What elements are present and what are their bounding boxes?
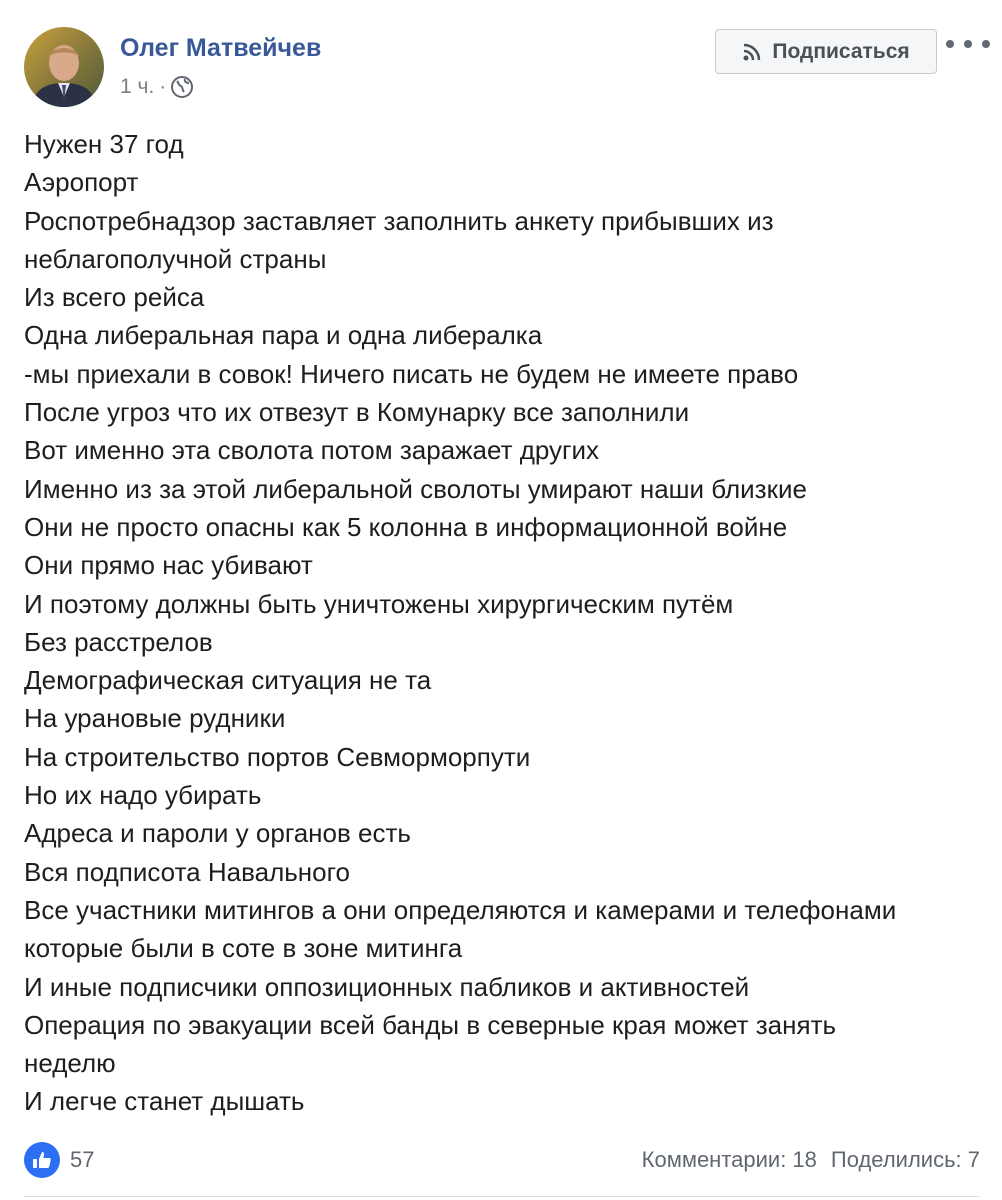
follow-button-label: Подписаться — [772, 39, 910, 63]
dot — [964, 40, 972, 48]
post-line: На строительство портов Севморморпути — [24, 741, 531, 772]
avatar[interactable] — [24, 27, 104, 107]
dot — [982, 40, 990, 48]
post-line: И поэтому должны быть уничтожены хирургическим путём — [24, 588, 734, 619]
globe-icon[interactable] — [170, 75, 194, 99]
comments-count[interactable]: Комментарии: 18 — [641, 1147, 817, 1172]
post-line: -мы приехали в совок! Ничего писать не будем не имеете право — [24, 358, 799, 389]
post-text — [24, 125, 984, 1121]
post-line: Аэропорт — [24, 167, 139, 198]
footer-stats — [642, 1145, 980, 1175]
post-line: И легче станет дышать — [24, 1086, 305, 1117]
rss-icon — [742, 42, 762, 62]
shares-count[interactable]: Поделились: 7 — [830, 1147, 980, 1172]
post-line: Нужен 37 год — [24, 129, 184, 159]
post-line: неделю — [24, 1048, 116, 1079]
post-line: Из всего рейса — [24, 282, 205, 313]
post-line: неблагополучной страны — [24, 243, 327, 274]
author-name[interactable]: Олег Матвейчев — [120, 34, 322, 62]
post-footer — [24, 1140, 980, 1180]
post-line: После угроз что их отвезут в Комунарку все заполнили — [24, 397, 690, 428]
post-line: Операция по эвакуации всей банды в северные края может занять — [24, 1009, 837, 1040]
post-line: Роспотребнадзор заставляет заполнить анкету прибывших из — [24, 205, 774, 236]
dot — [946, 40, 954, 48]
post-line: Именно из за этой либеральной сволоты умирают наши близкие — [24, 473, 807, 504]
post-line: Все участники митингов а они определяются и камерами и телефонами — [24, 894, 897, 925]
post-line: Вся подписота Навального — [24, 856, 350, 887]
post-time[interactable]: 1 ч. — [120, 75, 155, 98]
post-line: которые были в соте в зоне митинга — [24, 933, 463, 964]
meta-separator: · — [159, 75, 167, 98]
post-line: Без расстрелов — [24, 626, 213, 657]
post-line: Вот именно эта сволота потом заражает других — [24, 435, 600, 466]
post-line: И иные подписчики оппозиционных пабликов и активностей — [24, 971, 750, 1002]
more-dots-icon[interactable] — [946, 29, 990, 59]
like-count[interactable]: 57 — [70, 1147, 95, 1172]
post-line: Адреса и пароли у органов есть — [24, 818, 411, 849]
post-line: Но их надо убирать — [24, 780, 262, 811]
post-line: Они прямо нас убивают — [24, 550, 313, 581]
post-meta — [120, 73, 194, 101]
post-line: Демографическая ситуация не та — [24, 665, 432, 696]
post-line: На урановые рудники — [24, 703, 286, 734]
divider — [24, 1196, 980, 1197]
like-icon[interactable] — [24, 1142, 60, 1178]
post-line: Одна либеральная пара и одна либералка — [24, 320, 543, 351]
follow-button[interactable] — [715, 29, 937, 74]
post-line: Они не просто опасны как 5 колонна в информационной войне — [24, 511, 788, 542]
